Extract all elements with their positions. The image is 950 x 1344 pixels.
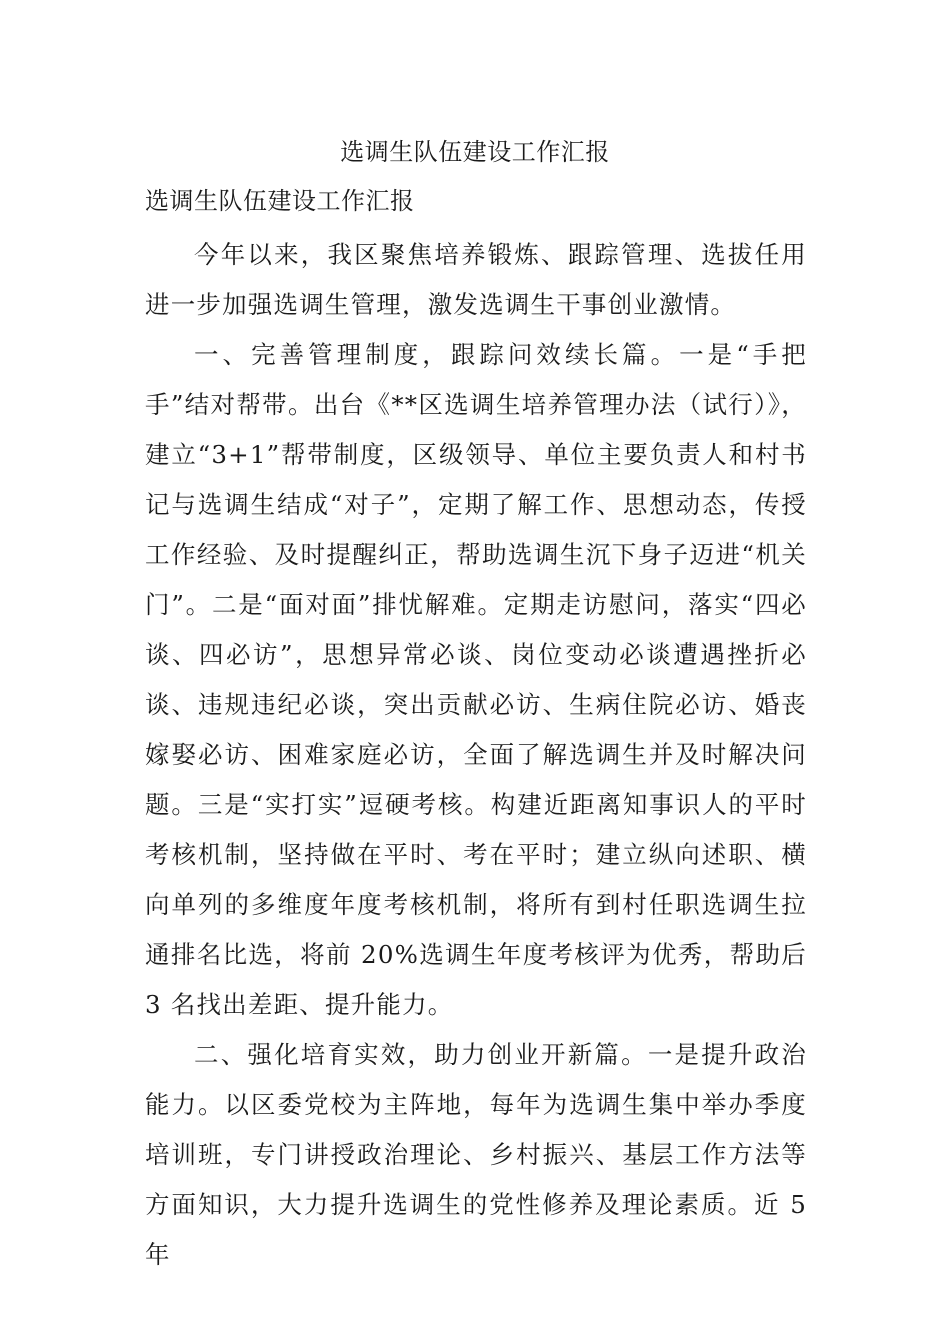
paragraph-section-two: 二、强化培育实效，助力创业开新篇。一是提升政治能力。以区委党校为主阵地，每年为选调生集中举办季度培训班，专门讲授政治理论、乡村振兴、基层工作方法等方面知识，大力提升选调生的党性修养及理论素质。近 5 年 [145, 1040, 807, 1269]
document-body [145, 230, 807, 1280]
document-title: 选调生队伍建设工作汇报 [340, 138, 610, 166]
document-subtitle: 选调生队伍建设工作汇报 [145, 187, 415, 215]
paragraph-intro: 今年以来，我区聚焦培养锻炼、跟踪管理、选拔任用进一步加强选调生管理，激发选调生干事创业激情。 [145, 240, 807, 319]
paragraph-section-one: 一、完善管理制度，跟踪问效续长篇。一是“手把手”结对帮带。出台《**区选调生培养管理办法（试行）》，建立“3+1”帮带制度，区级领导、单位主要负责人和村书记与选调生结成“对子”，定期了解工作、思想动态，传授工作经验、及时提醒纠正，帮助选调生沉下身子迈进“机关门”。二是“面对面”排忧解难。定期走访慰问，落实“四必谈、四必访”，思想异常必谈、岗位变动必谈遭遇挫折必谈、违规违纪必谈，突出贡献必访、生病住院必访、婚丧嫁娶必访、困难家庭必访，全面了解选调生并及时解决问题。三是“实打实”逗硬考核。构建近距离知事识人的平时考核机制，坚持做在平时、考在平时；建立纵向述职、横向单列的多维度年度考核机制，将所有到村任职选调生拉通排名比选，将前 20%选调生年度考核评为优秀，帮助后 3 名找出差距、提升能力。 [145, 340, 807, 1019]
